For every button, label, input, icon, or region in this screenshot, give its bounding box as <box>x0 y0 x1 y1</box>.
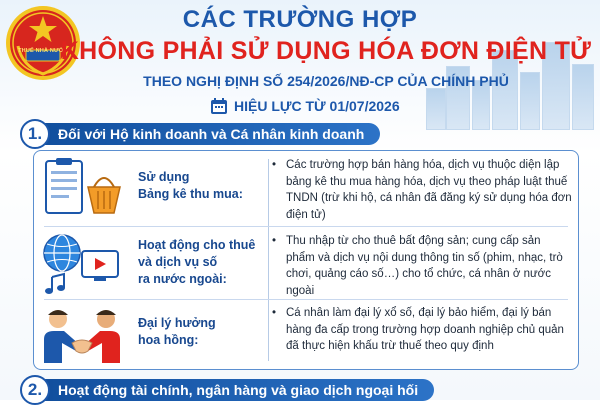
row-label: Đại lý hưởng hoa hồng: <box>138 316 216 347</box>
handshake-icon <box>40 305 124 365</box>
section-number: 2. <box>20 375 50 405</box>
section-title: Hoạt động tài chính, ngân hàng và giao dịch ngoại hối <box>38 379 434 401</box>
globe-icon <box>40 231 124 297</box>
section-title: Đối với Hộ kinh doanh và Cá nhân kinh doanh <box>38 123 380 145</box>
row-text: • Các trường hợp bán hàng hóa, dịch vụ thuộc diện lập bảng kê thu mua hàng hóa, dịch vụ theo pháp luật thuế TNDN (trừ khi hộ, cá nhân đã đăng ký sử dụng hóa đơn điện tử) <box>272 159 572 221</box>
title-line1: CÁC TRƯỜNG HỢP <box>182 6 418 33</box>
row-label: Hoạt động cho thuê và dịch vụ số ra nước ngoài: <box>138 238 256 286</box>
effective-date <box>210 96 400 116</box>
subtitle: THEO NGHỊ ĐỊNH SỐ 254/2026/NĐ-CP CỦA CHÍNH PHỦ <box>143 73 509 89</box>
row-text: • Thu nhập từ cho thuê bất động sản; cung cấp sản phẩm và dịch vụ nội dung thông tin số (phim, nhạc, trò chơi, quảng cáo số…) cho tổ chức, cá nhân ở nước ngoài <box>272 235 563 297</box>
row-label: Sử dụng Bảng kê thu mua: <box>138 170 243 201</box>
calendar-icon <box>210 97 228 115</box>
row-divider <box>44 226 568 227</box>
effective-date-text: HIỆU LỰC TỪ 01/07/2026 <box>234 98 400 114</box>
content-card <box>33 150 579 370</box>
emblem-text: THUẾ NHÀ NƯỚC <box>18 48 68 54</box>
clipboard-icon <box>40 157 124 219</box>
row-divider <box>44 299 568 300</box>
row-text: • Cá nhân làm đại lý xổ số, đại lý bảo hiểm, đại lý bán hàng đa cấp trong trường hợp doanh nghiệp chủ quản đã thực hiện khấu trừ thuế theo quy định <box>272 307 564 352</box>
section-number: 1. <box>20 119 50 149</box>
section-1-header <box>20 120 380 148</box>
title-line2: KHÔNG PHẢI SỬ DỤNG HÓA ĐƠN ĐIỆN TỬ <box>60 37 592 65</box>
column-divider <box>268 159 269 361</box>
